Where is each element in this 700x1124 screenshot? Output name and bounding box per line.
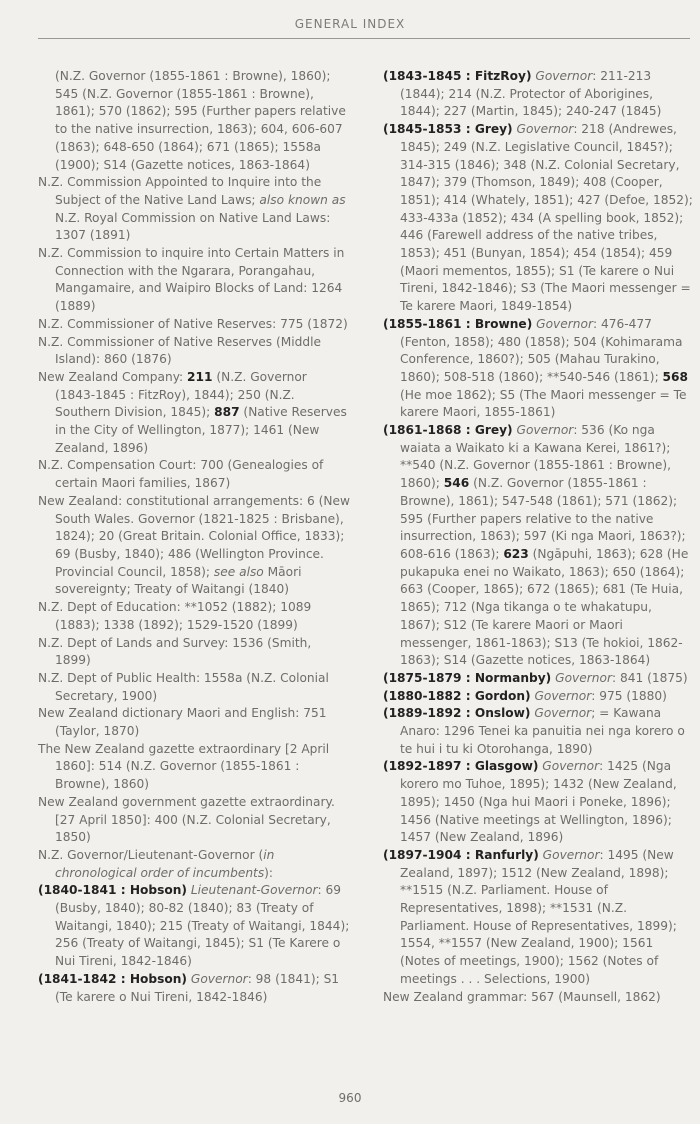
entry-text: Māori sovereignty; Treaty of Waitangi (1840) [55,564,302,597]
entry-bold-text: (1855-1861 : Browne) [383,316,533,331]
entry-italic-text: also known as [259,192,346,207]
index-entry [38,670,350,705]
index-entry [383,705,695,758]
entry-text: (N.Z. Governor (1843-1845 : FitzRoy), 1844); 250 (N.Z. Southern Division, 1845); [55,369,307,420]
index-entry [383,422,695,670]
index-entry [383,121,695,316]
entry-text: N.Z. Commission to inquire into Certain Matters in Connection with the Ngarara, Porangahau, Mangamaire, and Waipiro Blocks of Land: 1264 (1889) [38,246,345,314]
entry-bold-text: 623 [503,546,529,561]
index-entry [38,316,350,334]
entry-text: : 975 (1880) [591,688,667,703]
entry-text: : 1495 (New Zealand, 1897); 1512 (New Zealand, 1898); **1515 (N.Z. Parliament. House of Representatives, 1898); **1531 (N.Z. Parliament. House of Representatives, 1899); 1554, **1557 (New Zealand, 1900); 1561 (Notes of meetings, 1900); 1562 (Notes of meetings . . . Selections, 1900) [400,847,677,986]
entry-italic-text: see also [213,564,264,579]
entry-text: (Ngāpuhi, 1863); 628 (He pukapuka enei no Waikato, 1863); 650 (1864); 663 (Cooper, 1865); 672 (1865); 681 (Te Huia, 1865); 712 (Nga tikanga o te whakatupu, 1867); S12 (Te karere Maori or Maori messenger, 1861-1863); S13 (Te hokioi, 1862-1863); S14 (Gazette notices, 1863-1864) [400,546,689,668]
index-entry [38,599,350,634]
entry-text: ; = Kawana Anaro: 1296 Tenei ka panuitia nei nga korero o te hui i tu ki Otorohanga, 1890) [400,706,685,756]
index-entry [38,794,350,847]
entry-bold-text: (1845-1853 : Grey) [383,122,513,137]
entry-text: N.Z. Commission Appointed to Inquire into the Subject of the Native Land Laws; [38,175,322,207]
entry-bold-text: (1861-1868 : Grey) [383,423,513,438]
index-entry [38,847,350,882]
index-entry [383,670,695,688]
entry-bold-text: (1841-1842 : Hobson) [38,971,187,986]
entry-bold-text: (1889-1892 : Onslow) [383,706,531,721]
entry-italic-text: Governor [542,759,600,774]
entry-bold-text: 211 [187,369,213,384]
index-column-left [38,68,350,1006]
entry-italic-text: Governor [534,688,592,703]
entry-bold-text: 887 [214,405,240,420]
entry-text: New Zealand grammar: 567 (Maunsell, 1862) [383,989,661,1004]
page-number: 960 [338,1091,362,1105]
header-rule [38,38,690,39]
entry-text: : 536 (Ko nga waiata a Waikato ki a Kawana Kerei, 1861?); **540 (N.Z. Governor (1855-1861 : Browne), 1860); [400,423,672,491]
index-entry [383,989,695,1007]
index-entry [38,68,350,174]
entry-italic-text: Governor [534,706,592,721]
entry-text: (Native Reserves in the City of Wellington, 1877); 1461 (New Zealand, 1896) [55,405,347,455]
entry-bold-text: (1875-1879 : Normanby) [383,670,552,685]
entry-text: : 218 (Andrewes, 1845); 249 (N.Z. Legislative Council, 1845?); 314-315 (1846); 348 (N.Z. Colonial Secretary, 1847); 379 (Thomson, 1849); 408 (Cooper, 1851); 414 (Whately, 1851); 427 (Defoe, 1852); 433-433a (1852); 434 (A spelling book, 1852); 446 (Farewell address of the native tribes, 1853); 451 (Bunyan, 1854); 454 (1854); 459 (Maori mementos, 1855); S1 (Te karere o Nui Tireni, 1842-1846); S3 (The Maori messenger = Te karere Maori, 1849-1854) [400,122,693,314]
index-entry [38,741,350,794]
entry-italic-text: Governor [536,316,593,331]
entry-text: (He moe 1862); S5 (The Maori messenger = Te karere Maori, 1855-1861) [400,387,687,420]
entry-text: The New Zealand gazette extraordinary [2 April 1860]: 514 (N.Z. Governor (1855-1861 : Browne), 1860) [38,741,330,792]
entry-text: (N.Z. Governor (1855-1861 : Browne), 1861); 547-548 (1861); 571 (1862); 595 (Further papers relative to the native insurrection, 1863); 597 (Ki nga Maori, 1863?); 608-616 (1863); [400,476,686,561]
entry-bold-text: (1840-1841 : Hobson) [38,883,187,898]
index-entry [38,334,350,369]
index-entry [38,705,350,740]
index-entry [38,971,350,1006]
index-entry [38,245,350,316]
entry-text: N.Z. Commissioner of Native Reserves (Middle Island): 860 (1876) [38,334,322,367]
entry-text: N.Z. Royal Commission on Native Land Laws: 1307 (1891) [55,210,331,243]
entry-italic-text: Governor [535,69,593,83]
entry-italic-text: Lieutenant-Governor [190,883,318,898]
entry-text: N.Z. Dept of Public Health: 1558a (N.Z. Colonial Secretary, 1900) [38,670,329,703]
entry-italic-text: Governor [190,971,248,986]
entry-bold-text: (1843-1845 : FitzRoy) [383,69,532,83]
entry-bold-text: (1892-1897 : Glasgow) [383,759,539,774]
entry-text: : 841 (1875) [611,670,688,685]
entry-italic-text: in chronological order of incumbents [55,847,275,880]
entry-bold-text: 546 [443,476,470,491]
entry-text: N.Z. Commissioner of Native Reserves: 775 (1872) [38,316,348,331]
index-entry [38,493,350,599]
entry-italic-text: Governor [516,122,574,137]
entry-text: : 476-477 (Fenton, 1858); 480 (1858); 504 (Kohimarama Conference, 1860?); 505 (Mahau Turakino, 1860); 508-518 (1860); **540-546 (1861); [400,316,683,384]
index-entry [383,758,695,847]
entry-bold-text: (1880-1882 : Gordon) [383,688,531,703]
index-entry [383,316,695,422]
entry-italic-text: Governor [555,670,612,685]
index-entry [383,688,695,706]
entry-text: N.Z. Dept of Lands and Survey: 1536 (Smith, 1899) [38,635,312,668]
entry-bold-text: (1897-1904 : Ranfurly) [383,847,539,862]
entry-text: : 98 (1841); S1 (Te karere o Nui Tireni, 1842-1846) [55,971,340,1004]
entry-text: : 211-213 (1844); 214 (N.Z. Protector of Aborigines, 1844); 227 (Martin, 1845); 240-247 (1845) [400,69,662,119]
entry-italic-text: Governor [516,423,574,438]
index-entry [38,457,350,492]
entry-text: N.Z. Dept of Education: **1052 (1882); 1089 (1883); 1338 (1892); 1529-1520 (1899) [38,600,312,632]
entry-bold-text: 568 [662,369,688,384]
running-header: GENERAL INDEX [294,17,406,31]
entry-text: : 1425 (Nga korero mo Tuhoe, 1895); 1432 (New Zealand, 1895); 1450 (Nga hui Maori i Poneke, 1896); 1456 (Native meetings at Wellington, 1896); 1457 (New Zealand, 1896) [400,759,677,845]
entry-text: New Zealand: constitutional arrangements: 6 (New South Wales. Governor (1821-1825 : Brisbane), 1824); 20 (Great Britain. Colonial Office, 1833); 69 (Busby, 1840); 486 (Wellington Province. Provincial Council, 1858); [38,493,350,579]
entry-text: New Zealand Company: [38,369,188,384]
index-entry [38,882,350,971]
index-entry [383,847,695,989]
index-column-right [383,68,695,1006]
entry-text: New Zealand government gazette extraordinary. [27 April 1850]: 400 (N.Z. Colonial Secretary, 1850) [38,794,335,845]
index-entry [38,174,350,245]
entry-text: N.Z. Compensation Court: 700 (Genealogies of certain Maori families, 1867) [38,458,324,491]
entry-text: : 69 (Busby, 1840); 80-82 (1840); 83 (Treaty of Waitangi, 1840); 215 (Treaty of Waitangi, 1844); 256 (Treaty of Waitangi, 1845); S1 (Te Karere o Nui Tireni, 1842-1846) [55,883,350,969]
entry-text: N.Z. Governor/Lieutenant-Governor ( [38,847,264,862]
index-entry [38,369,350,458]
entry-text: ): [264,865,274,880]
index-entry [383,68,695,121]
entry-text: New Zealand dictionary Maori and English: 751 (Taylor, 1870) [38,706,327,739]
entry-italic-text: Governor [542,847,600,862]
entry-text: (N.Z. Governor (1855-1861 : Browne), 1860); 545 (N.Z. Governor (1855-1861 : Browne), 1861); 570 (1862); 595 (Further papers relative to the native insurrection, 1863); 604, 606-607 (1863); 648-650 (1864); 671 (1865); 1558a (1900); S14 (Gazette notices, 1863-1864) [55,69,346,172]
index-entry [38,635,350,670]
